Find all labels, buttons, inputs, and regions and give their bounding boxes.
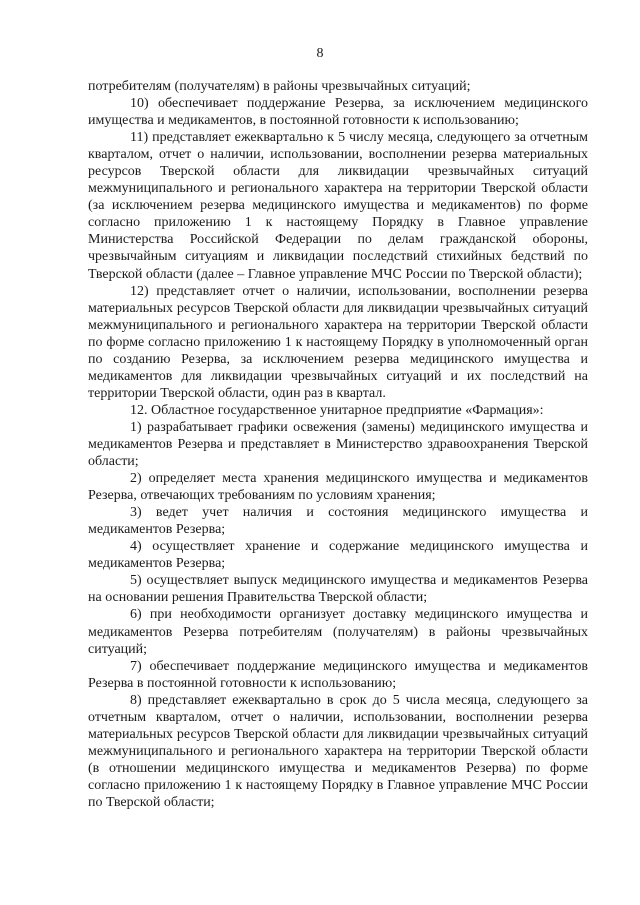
paragraph-item-4: 4) осуществляет хранение и содержание медицинского имущества и медикаментов Резерва; — [88, 539, 588, 572]
page-number: 8 — [316, 46, 324, 61]
paragraph-item-8: 8) представляет ежеквартально в срок до 5 числа месяца, следующего за отчетным кварталом, отчет о наличии, использовании, восполнении резерва материальных ресурсов Тверской области для ликвидации чрезвычайных ситуаций межмуниципального и регионального характера на территории Тверской области (в отношении медицинского имущества и медикаментов Резерва) по форме согласно приложению 1 к настоящему Порядку в Главное управление МЧС России по Тверской области; — [88, 692, 588, 810]
paragraph-item-7: 7) обеспечивает поддержание медицинского имущества и медикаментов Резерва в постоянной готовности к использованию; — [88, 658, 588, 691]
paragraph-item-5: 5) осуществляет выпуск медицинского имущества и медикаментов Резерва на основании решения Правительства Тверской области; — [88, 573, 588, 606]
paragraph-item-11: 11) представляет ежеквартально к 5 числу месяца, следующего за отчетным кварталом, отчет о наличии, использовании, восполнении резерва материальных ресурсов Тверской области для ликвидации чрезвычайных ситуаций межмуниципального и регионального характера на территории Тверской области (за исключением резерва медицинского имущества и медикаментов) по форме согласно приложению 1 к настоящему Порядку в Главное управление Министерства Российской Федерации по делам гражданской обороны, чрезвычайным ситуациям и ликвидации последствий стихийных бедствий по Тверской области (далее – Главное управление МЧС России по Тверской области); — [88, 130, 588, 282]
document-body — [88, 78, 588, 811]
paragraph-item-3: 3) ведет учет наличия и состояния медицинского имущества и медикаментов Резерва; — [88, 505, 588, 538]
section-heading-12: 12. Областное государственное унитарное предприятие «Фармация»: — [130, 402, 544, 418]
paragraph-item-10: 10) обеспечивает поддержание Резерва, за исключением медицинского имущества и медикаментов, в постоянной готовности к использованию; — [88, 96, 588, 129]
paragraph-item-12: 12) представляет отчет о наличии, использовании, восполнении резерва материальных ресурсов Тверской области для ликвидации чрезвычайных ситуаций межмуниципального и регионального характера на территории Тверской области по форме согласно приложению 1 к настоящему Порядку в уполномоченный орган по созданию Резерва, за исключением резерва медицинского имущества и медикаментов для ликвидации чрезвычайных ситуаций и их последствий на территории Тверской области, один раз в квартал. — [88, 283, 588, 401]
paragraph-continuation: потребителям (получателям) в районы чрезвычайных ситуаций; — [88, 79, 471, 94]
paragraph-item-6: 6) при необходимости организует доставку медицинского имущества и медикаментов Резерва потребителям (получателям) в районы чрезвычайных ситуаций; — [88, 607, 588, 657]
paragraph-item-2: 2) определяет места хранения медицинского имущества и медикаментов Резерва, отвечающих требованиям по условиям хранения; — [88, 471, 588, 504]
paragraph-item-1: 1) разрабатывает графики освежения (замены) медицинского имущества и медикаментов Резерва и представляет в Министерство здравоохранения Тверской области; — [88, 419, 588, 470]
